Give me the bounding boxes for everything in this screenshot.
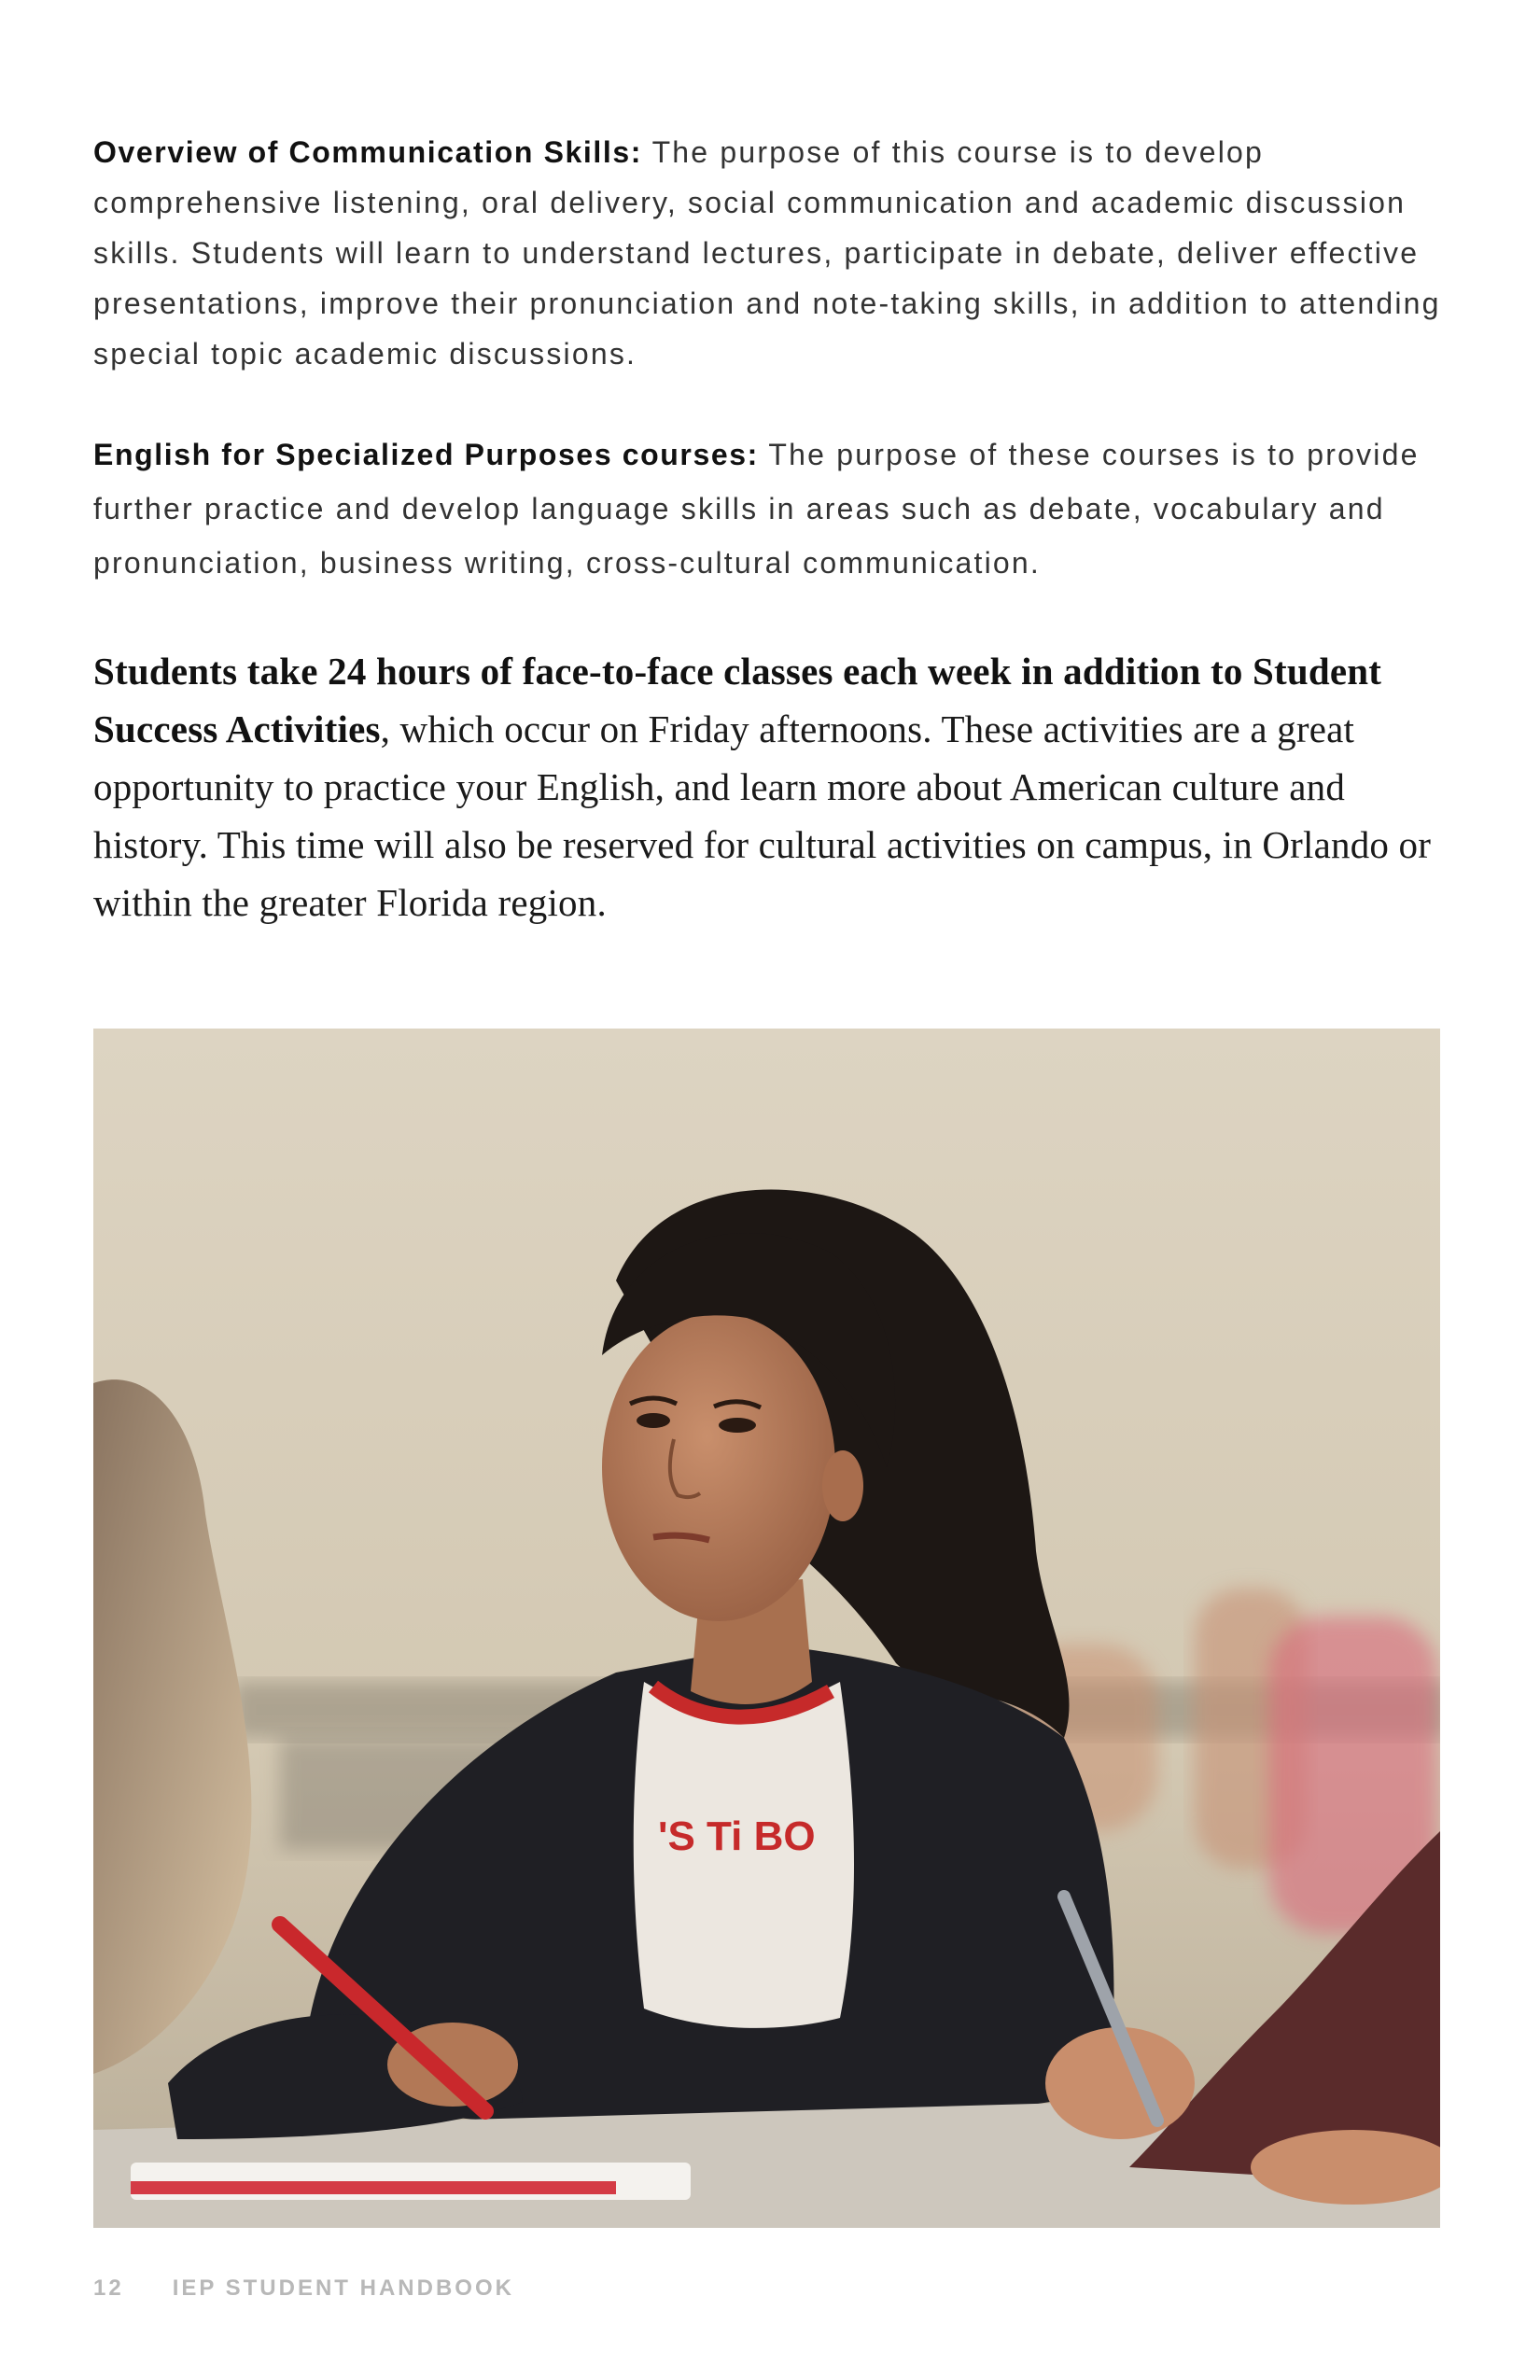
specialized-purposes-body: The purpose of these courses is to provide further practice and develop language skills in areas such as debate, vocabulary and pronunciation, business writing, cross-cultural communication. <box>93 438 1420 580</box>
page-footer <box>93 2275 514 2302</box>
schedule-body: , which occur on Friday afternoons. These activities are a great opportunity to practice your English, and learn more about American culture and history. This time will also be reserved for cultural activities on campus, in Orlando or within the greater Florida region. <box>93 707 1432 924</box>
communication-skills-heading: Overview of Communication Skills: <box>93 135 643 169</box>
schedule-highlight: Students take 24 hours of face-to-face classes each week in addition to Student Success Activities <box>93 650 1382 750</box>
footer-title: IEP STUDENT HANDBOOK <box>172 2275 514 2301</box>
specialized-purposes-heading: English for Specialized Purposes courses: <box>93 438 759 471</box>
specialized-purposes-paragraph <box>93 427 1447 590</box>
communication-skills-body: The purpose of this course is to develop comprehensive listening, oral delivery, social communication and academic discussion skills. Students will learn to understand lectures, participate in debate, deliver effective presentations, improve their pronunciation and note-taking skills, in addition to attending special topic academic discussions. <box>93 135 1441 371</box>
schedule-paragraph <box>93 642 1447 931</box>
classroom-photo <box>93 1029 1440 2228</box>
page-number: 12 <box>93 2275 124 2301</box>
communication-skills-paragraph <box>93 127 1447 379</box>
svg-text:'S Ti BO: 'S Ti BO <box>658 1813 816 1859</box>
